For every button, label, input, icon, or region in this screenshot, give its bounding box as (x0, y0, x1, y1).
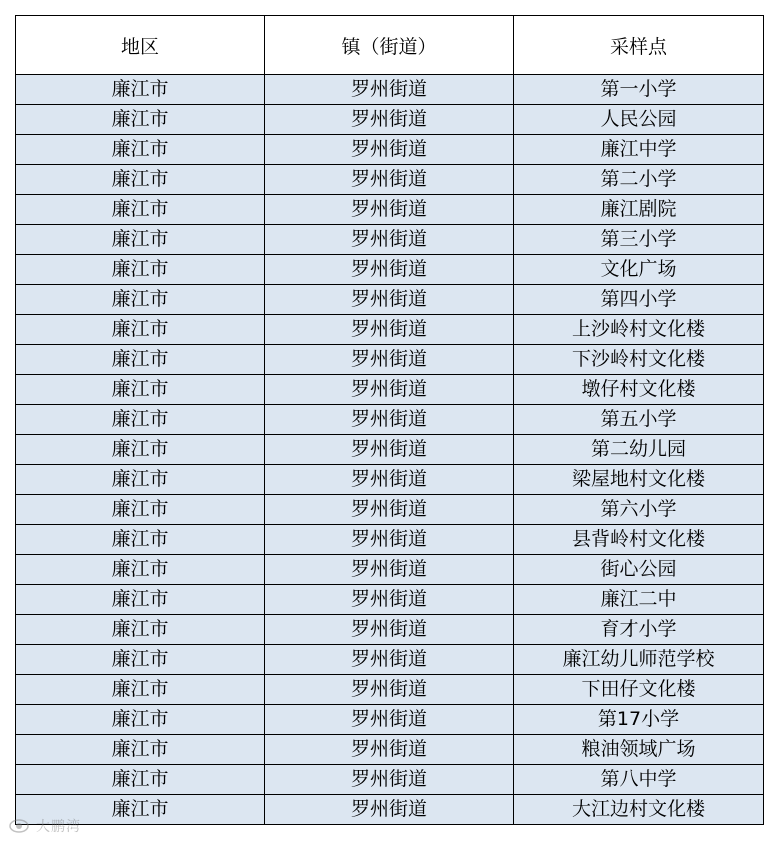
table-header-row (16, 16, 764, 75)
sampling-site-cell: 第四小学 (514, 285, 764, 315)
table-row (16, 735, 764, 765)
sampling-site-cell: 上沙岭村文化楼 (514, 315, 764, 345)
region-cell: 廉江市 (16, 465, 265, 495)
town-street-cell: 罗州街道 (265, 585, 514, 615)
sampling-site-cell: 廉江剧院 (514, 195, 764, 225)
sampling-site-cell: 下沙岭村文化楼 (514, 345, 764, 375)
town-street-cell: 罗州街道 (265, 435, 514, 465)
table-row (16, 615, 764, 645)
sampling-site-cell: 育才小学 (514, 615, 764, 645)
region-cell: 廉江市 (16, 225, 265, 255)
town-street-cell: 罗州街道 (265, 645, 514, 675)
sampling-site-cell: 大江边村文化楼 (514, 795, 764, 825)
sampling-site-cell: 廉江幼儿师范学校 (514, 645, 764, 675)
table-row (16, 255, 764, 285)
town-street-cell: 罗州街道 (265, 795, 514, 825)
region-cell: 廉江市 (16, 675, 265, 705)
region-cell: 廉江市 (16, 255, 265, 285)
table-row (16, 435, 764, 465)
region-cell: 廉江市 (16, 615, 265, 645)
sampling-site-cell: 第三小学 (514, 225, 764, 255)
table-row (16, 105, 764, 135)
table-row (16, 555, 764, 585)
sampling-site-cell: 县背岭村文化楼 (514, 525, 764, 555)
table-row (16, 195, 764, 225)
table-row (16, 705, 764, 735)
sampling-site-cell: 第五小学 (514, 405, 764, 435)
region-cell: 廉江市 (16, 585, 265, 615)
region-cell: 廉江市 (16, 105, 265, 135)
town-street-cell: 罗州街道 (265, 195, 514, 225)
table-row (16, 495, 764, 525)
region-cell: 廉江市 (16, 285, 265, 315)
sampling-site-cell: 第六小学 (514, 495, 764, 525)
table-row (16, 645, 764, 675)
table-row (16, 795, 764, 825)
table-row (16, 165, 764, 195)
town-street-cell: 罗州街道 (265, 225, 514, 255)
region-cell: 廉江市 (16, 795, 265, 825)
table-row (16, 405, 764, 435)
region-cell: 廉江市 (16, 735, 265, 765)
region-cell: 廉江市 (16, 705, 265, 735)
table-body (16, 75, 764, 825)
town-street-cell: 罗州街道 (265, 285, 514, 315)
region-cell: 廉江市 (16, 765, 265, 795)
table-row (16, 285, 764, 315)
town-street-cell: 罗州街道 (265, 675, 514, 705)
town-street-cell: 罗州街道 (265, 705, 514, 735)
town-street-cell: 罗州街道 (265, 735, 514, 765)
table-row (16, 225, 764, 255)
table-row (16, 675, 764, 705)
region-cell: 廉江市 (16, 495, 265, 525)
sampling-site-cell: 文化广场 (514, 255, 764, 285)
sampling-site-cell: 第二小学 (514, 165, 764, 195)
town-street-cell: 罗州街道 (265, 765, 514, 795)
sampling-site-cell: 第二幼儿园 (514, 435, 764, 465)
region-cell: 廉江市 (16, 375, 265, 405)
sampling-site-cell: 第八中学 (514, 765, 764, 795)
sampling-site-cell: 第一小学 (514, 75, 764, 105)
region-cell: 廉江市 (16, 345, 265, 375)
sampling-site-cell: 粮油领域广场 (514, 735, 764, 765)
sampling-site-cell: 廉江中学 (514, 135, 764, 165)
table-row (16, 135, 764, 165)
town-street-cell: 罗州街道 (265, 405, 514, 435)
sampling-site-cell: 下田仔文化楼 (514, 675, 764, 705)
town-street-cell: 罗州街道 (265, 375, 514, 405)
region-cell: 廉江市 (16, 405, 265, 435)
region-cell: 廉江市 (16, 165, 265, 195)
watermark-text: 大鹏湾 (36, 819, 81, 835)
region-cell: 廉江市 (16, 315, 265, 345)
header-sampling-site: 采样点 (514, 16, 764, 75)
table-row (16, 465, 764, 495)
sampling-site-cell: 廉江二中 (514, 585, 764, 615)
header-region: 地区 (16, 16, 265, 75)
table-row (16, 375, 764, 405)
town-street-cell: 罗州街道 (265, 465, 514, 495)
region-cell: 廉江市 (16, 555, 265, 585)
town-street-cell: 罗州街道 (265, 345, 514, 375)
town-street-cell: 罗州街道 (265, 495, 514, 525)
sampling-sites-table-container (15, 15, 763, 825)
region-cell: 廉江市 (16, 525, 265, 555)
region-cell: 廉江市 (16, 75, 265, 105)
table-row (16, 765, 764, 795)
town-street-cell: 罗州街道 (265, 615, 514, 645)
sampling-site-cell: 人民公园 (514, 105, 764, 135)
town-street-cell: 罗州街道 (265, 315, 514, 345)
camera-eye-icon (8, 818, 30, 834)
region-cell: 廉江市 (16, 645, 265, 675)
table-row (16, 75, 764, 105)
watermark (8, 814, 81, 838)
sampling-site-cell: 街心公园 (514, 555, 764, 585)
table-row (16, 585, 764, 615)
table-row (16, 315, 764, 345)
table-row (16, 525, 764, 555)
region-cell: 廉江市 (16, 195, 265, 225)
sampling-site-cell: 梁屋地村文化楼 (514, 465, 764, 495)
region-cell: 廉江市 (16, 135, 265, 165)
table-row (16, 345, 764, 375)
header-town-street: 镇（街道） (265, 16, 514, 75)
town-street-cell: 罗州街道 (265, 555, 514, 585)
sampling-sites-table (15, 15, 764, 825)
town-street-cell: 罗州街道 (265, 525, 514, 555)
region-cell: 廉江市 (16, 435, 265, 465)
town-street-cell: 罗州街道 (265, 75, 514, 105)
town-street-cell: 罗州街道 (265, 105, 514, 135)
sampling-site-cell: 墩仔村文化楼 (514, 375, 764, 405)
sampling-site-cell: 第17小学 (514, 705, 764, 735)
town-street-cell: 罗州街道 (265, 165, 514, 195)
town-street-cell: 罗州街道 (265, 255, 514, 285)
town-street-cell: 罗州街道 (265, 135, 514, 165)
